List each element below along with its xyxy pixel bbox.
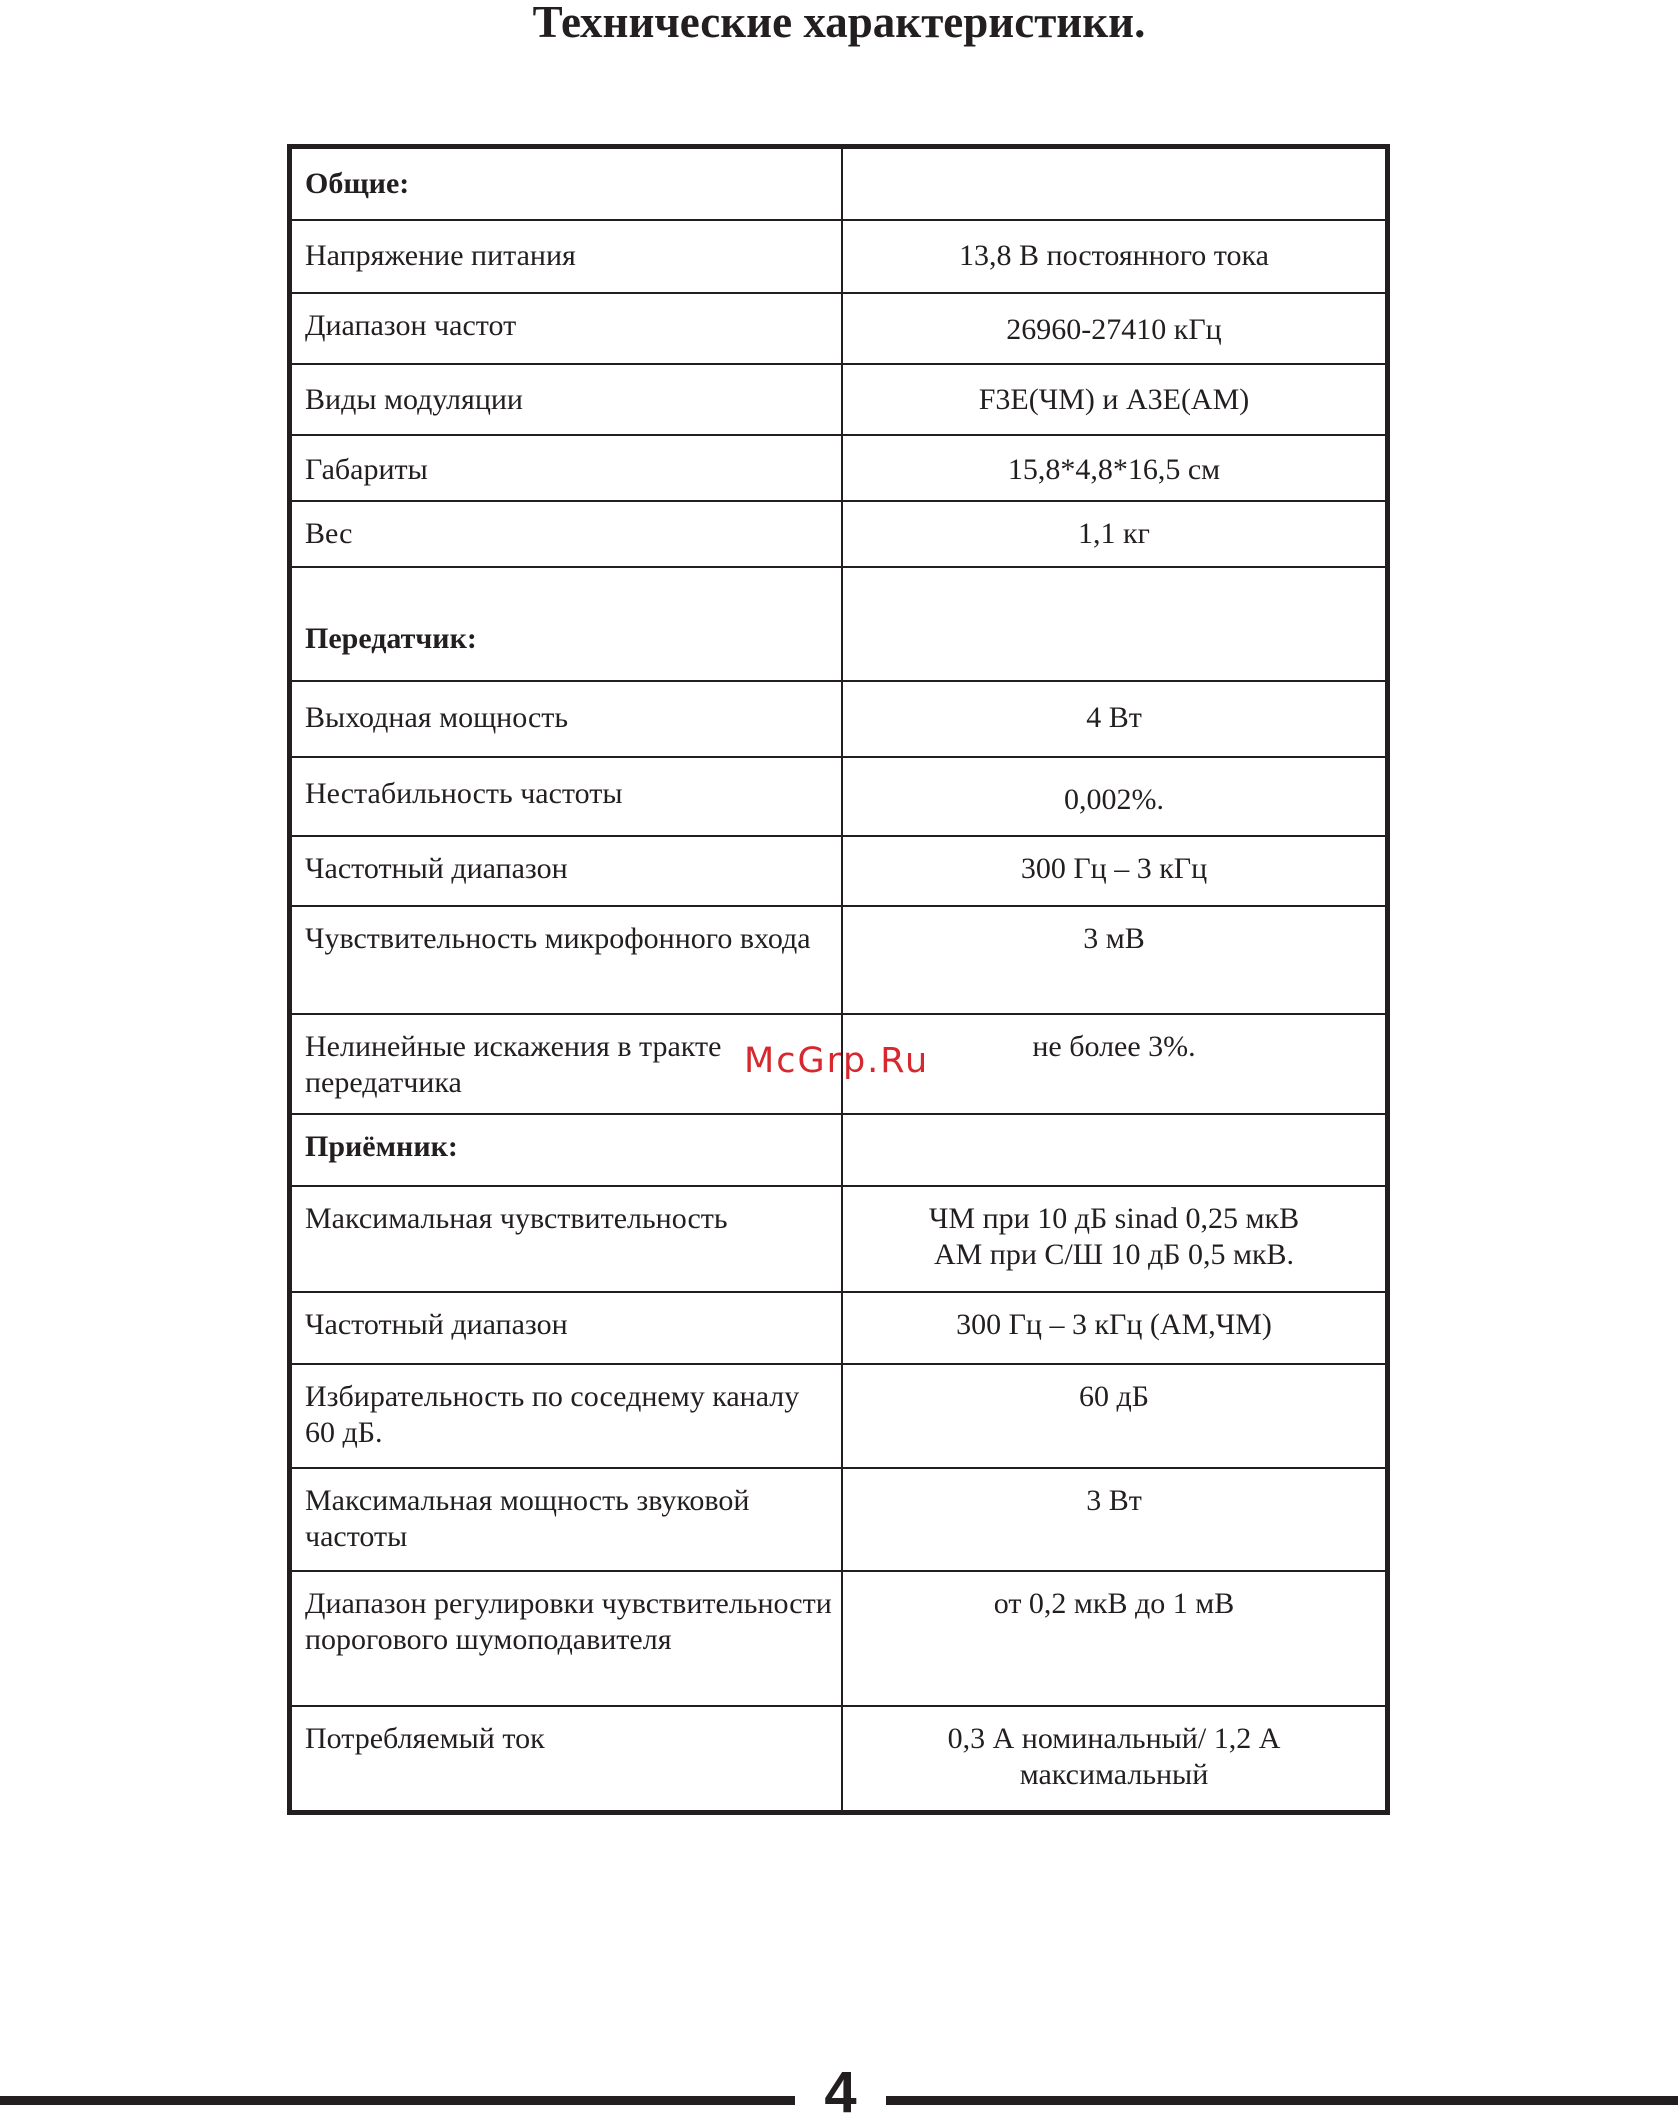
spec-label: Диапазон частот xyxy=(292,294,843,363)
spec-value xyxy=(843,1707,1385,1810)
spec-value-line: 13,8 В постоянного тока xyxy=(959,239,1269,272)
section-heading: Передатчик: xyxy=(292,568,843,680)
watermark: McGrp.Ru xyxy=(744,1041,930,1081)
table-row xyxy=(292,756,1385,835)
spec-value xyxy=(843,758,1385,835)
spec-label: Диапазон регулировки чувствительности порогового шумоподавителя xyxy=(292,1572,843,1705)
table-row xyxy=(292,434,1385,500)
spec-label: Нестабильность частоты xyxy=(292,758,843,835)
page-title: Технические характеристики. xyxy=(532,0,1146,47)
spec-value-line: АМ при С/Ш 10 дБ 0,5 мкВ. xyxy=(933,1237,1295,1271)
spec-label: Чувствительность микрофонного входа xyxy=(292,907,843,1013)
spec-value xyxy=(843,502,1385,566)
table-row xyxy=(292,1467,1385,1570)
spec-value-line: 60 дБ xyxy=(1079,1380,1149,1413)
spec-value xyxy=(843,1293,1385,1363)
spec-value-line: 0,3 А номинальный/ 1,2 А xyxy=(947,1722,1281,1755)
spec-label: Максимальная мощность звуковой частоты xyxy=(292,1469,843,1570)
spec-value xyxy=(843,1469,1385,1570)
spec-value-line: 3 Вт xyxy=(1086,1484,1142,1517)
spec-value xyxy=(843,568,1385,680)
table-row xyxy=(292,1705,1385,1810)
spec-table xyxy=(287,144,1390,1815)
table-row xyxy=(292,500,1385,566)
spec-value-line: максимальный xyxy=(1019,1757,1209,1791)
spec-value xyxy=(843,1115,1385,1185)
footer-rule-right xyxy=(886,2096,1678,2105)
spec-value xyxy=(843,294,1385,363)
spec-value xyxy=(843,682,1385,756)
spec-value-line: 300 Гц – 3 кГц (АМ,ЧМ) xyxy=(956,1308,1272,1341)
spec-label: Потребляемый ток xyxy=(292,1707,843,1810)
table-row xyxy=(292,1363,1385,1467)
section-row xyxy=(292,1113,1385,1185)
spec-value xyxy=(843,1187,1385,1291)
table-row xyxy=(292,680,1385,756)
section-row xyxy=(292,566,1385,680)
spec-value-line: 0,002%. xyxy=(1064,783,1164,816)
spec-label: Габариты xyxy=(292,436,843,500)
spec-value-line: не более 3%. xyxy=(1032,1030,1196,1063)
spec-label: Максимальная чувствительность xyxy=(292,1187,843,1291)
table-row xyxy=(292,219,1385,292)
spec-value-line: 3 мВ xyxy=(1083,922,1145,955)
spec-value xyxy=(843,837,1385,905)
spec-value xyxy=(843,907,1385,1013)
page-number: 4 xyxy=(824,2060,857,2125)
table-row xyxy=(292,835,1385,905)
spec-label: Виды модуляции xyxy=(292,365,843,434)
spec-label: Нелинейные искажения в тракте передатчика xyxy=(292,1015,843,1113)
spec-label: Вес xyxy=(292,502,843,566)
spec-label: Частотный диапазон xyxy=(292,1293,843,1363)
table-row xyxy=(292,905,1385,1013)
footer-rule-left xyxy=(0,2096,795,2105)
spec-value-line: F3E(ЧМ) и A3E(АМ) xyxy=(978,383,1250,416)
spec-label: Напряжение питания xyxy=(292,221,843,292)
spec-value xyxy=(843,1365,1385,1467)
spec-value-line: 15,8*4,8*16,5 см xyxy=(1007,453,1221,486)
spec-value-line: 1,1 кг xyxy=(1078,517,1150,550)
section-heading: Общие: xyxy=(292,149,843,219)
spec-label: Частотный диапазон xyxy=(292,837,843,905)
spec-value-line: 300 Гц – 3 кГц xyxy=(1020,852,1208,885)
spec-value-line: 26960-27410 кГц xyxy=(1006,313,1222,346)
spec-label: Выходная мощность xyxy=(292,682,843,756)
table-row xyxy=(292,1570,1385,1705)
spec-value xyxy=(843,365,1385,434)
table-row xyxy=(292,292,1385,363)
table-row xyxy=(292,363,1385,434)
spec-value xyxy=(843,436,1385,500)
spec-value-line: 4 Вт xyxy=(1086,701,1142,734)
section-row xyxy=(292,149,1385,219)
spec-value xyxy=(843,149,1385,219)
table-row xyxy=(292,1291,1385,1363)
spec-value xyxy=(843,221,1385,292)
section-heading: Приёмник: xyxy=(292,1115,843,1185)
spec-value-line: ЧМ при 10 дБ sinad 0,25 мкВ xyxy=(928,1202,1300,1235)
spec-label: Избирательность по соседнему каналу 60 дБ. xyxy=(292,1365,843,1467)
table-row xyxy=(292,1185,1385,1291)
spec-value-line: от 0,2 мкВ до 1 мВ xyxy=(993,1587,1235,1620)
spec-value xyxy=(843,1572,1385,1705)
